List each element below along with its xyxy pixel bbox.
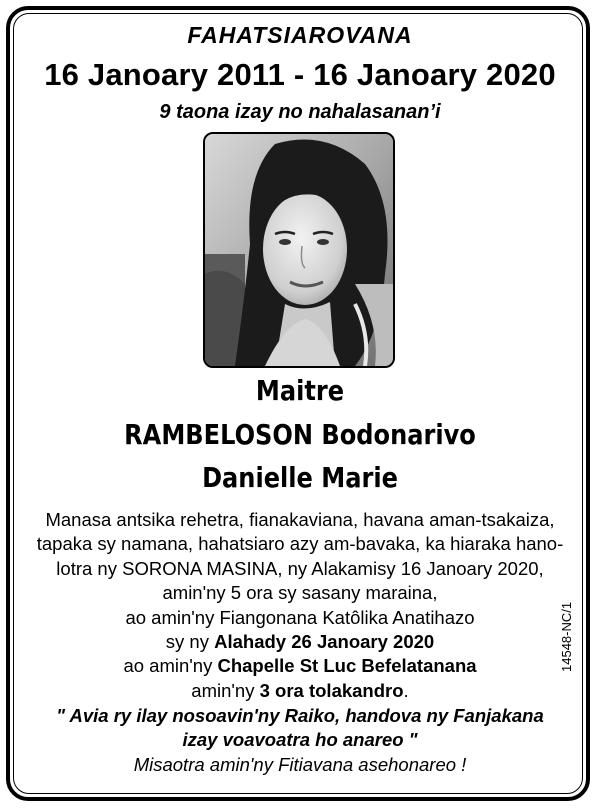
portrait-image <box>205 134 393 366</box>
body-line-6-prefix: sy ny <box>165 631 215 652</box>
surname-line: RAMBELOSON Bodonarivo <box>124 418 476 451</box>
reference-code: 14548-NC/1 <box>559 601 574 672</box>
portrait-photo <box>203 132 395 368</box>
chapel-name: Chapelle St Luc Befelatanana <box>217 655 477 676</box>
given-names-line: Danielle Marie <box>202 461 398 494</box>
body-line-5: ao amin'ny Fiangonana Katôlika Anatihazo <box>125 607 475 628</box>
body-line-4: amin'ny 5 ora sy sasany maraina, <box>162 582 438 603</box>
years-line: 9 taona izay no nahalasanan’i <box>159 101 441 123</box>
sunday-date: Alahady 26 Janoary 2020 <box>214 631 435 652</box>
body-line-3: lotra ny SORONA MASINA, ny Alakamisy 16 Janoary 2020, <box>56 558 544 579</box>
thanks-line: Misaotra amin'ny Fitiavana asehonareo ! <box>133 754 467 775</box>
body-line-8 <box>0 679 600 703</box>
title-line: Maitre <box>255 374 345 407</box>
heading: FAHATSIAROVANA <box>187 22 413 48</box>
body-line-2: tapaka sy namana, hahatsiaro azy am-bavaka, ka hiaraka hano- <box>36 533 564 554</box>
body-line-7-prefix: ao amin'ny <box>123 655 218 676</box>
quote-line-1: " Avia ry ilay nosoavin'ny Raiko, handova ny Fanjakana <box>56 705 544 726</box>
body-line-1: Manasa antsika rehetra, fianakaviana, havana aman-tsakaiza, <box>45 509 555 530</box>
quote-line-2: izay voavoatra ho anareo " <box>182 729 418 750</box>
body-line-6 <box>0 630 600 654</box>
mass-time: 3 ora tolakandro <box>259 680 404 701</box>
body-line-8-prefix: amin'ny <box>191 680 260 701</box>
body-line-7 <box>0 654 600 678</box>
body-line-8-suffix: . <box>403 680 409 701</box>
date-range: 16 Janoary 2011 - 16 Janoary 2020 <box>44 57 556 92</box>
